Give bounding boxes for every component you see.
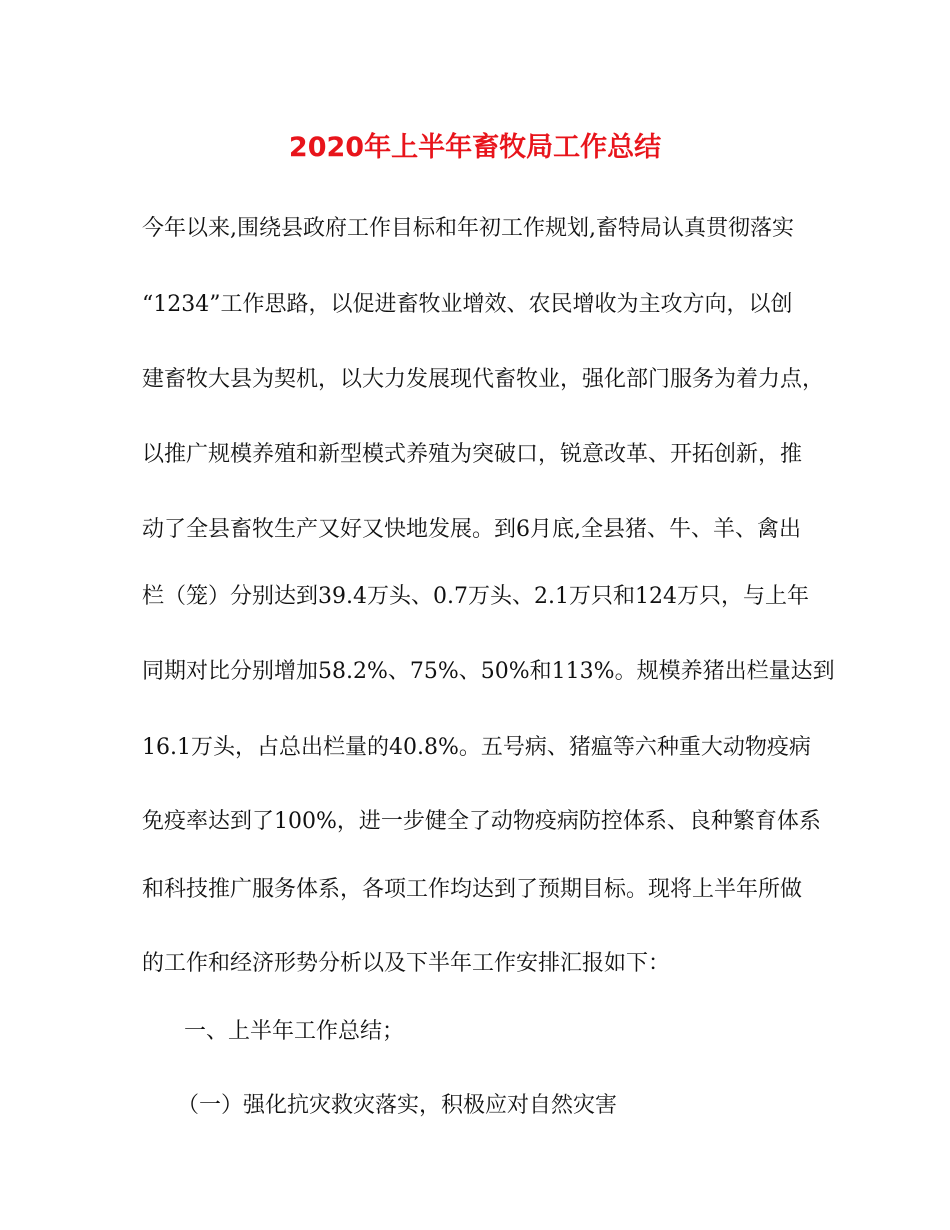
document-title: 2020年上半年畜牧局工作总结 — [288, 132, 662, 163]
subsection-heading: （一）强化抗灾救灾落实，积极应对自然灾害 — [177, 1093, 618, 1118]
body-line: 今年以来,围绕县政府工作目标和年初工作规划,畜特局认真贯彻落实 — [142, 216, 794, 241]
body-line: 和科技推广服务体系，各项工作均达到了预期目标。现将上半年所做 — [142, 877, 803, 902]
body-line: 以推广规模养殖和新型模式养殖为突破口，锐意改革、开拓创新，推 — [142, 442, 803, 467]
body-line: 建畜牧大县为契机，以大力发展现代畜牧业，强化部门服务为着力点， — [142, 367, 825, 392]
body-line: 的工作和经济形势分析以及下半年工作安排汇报如下： — [142, 951, 671, 976]
body-line: 16.1万头，占总出栏量的40.8%。五号病、猪瘟等六种重大动物疫病 — [142, 735, 811, 760]
section-heading: 一、上半年工作总结； — [184, 1019, 405, 1044]
body-line: 免疫率达到了100%，进一步健全了动物疫病防控体系、良种繁育体系 — [142, 809, 821, 834]
body-line: 栏（笼）分别达到39.4万头、0.7万头、2.1万只和124万只，与上年 — [142, 584, 809, 609]
body-line: 动了全县畜牧生产又好又快地发展。到6月底,全县猪、牛、羊、禽出 — [142, 517, 801, 542]
body-line: “1234”工作思路，以促进畜牧业增效、农民增收为主攻方向，以创 — [142, 292, 793, 317]
body-line: 同期对比分别增加58.2%、75%、50%和113%。规模养猪出栏量达到 — [142, 659, 835, 684]
